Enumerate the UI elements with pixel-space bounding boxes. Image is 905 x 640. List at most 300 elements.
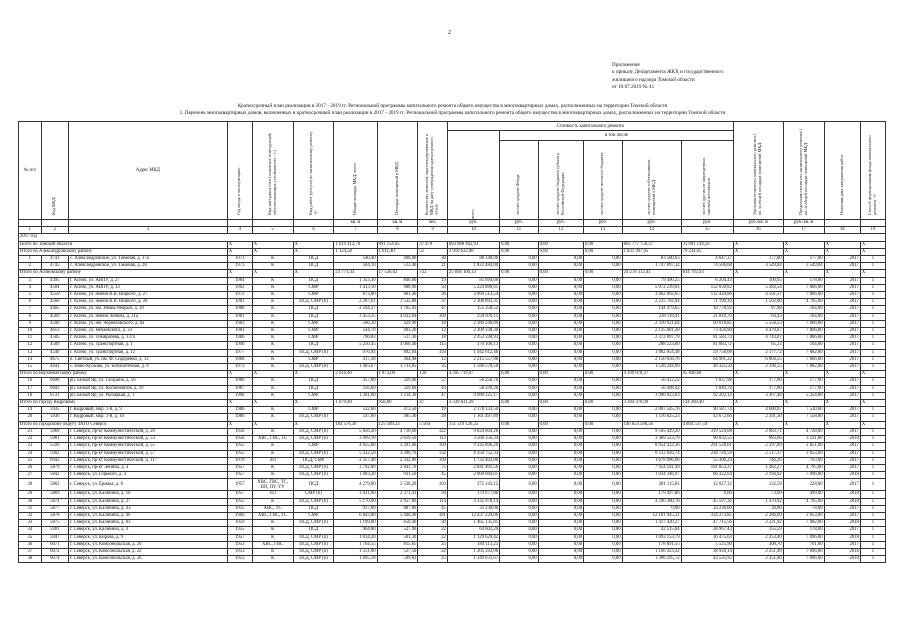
data-cell: X xyxy=(824,241,860,248)
data-cell: 887,80 xyxy=(377,505,418,512)
year-row xyxy=(19,234,886,241)
data-cell: 0,00 xyxy=(584,498,623,505)
data-cell: X xyxy=(783,400,824,407)
data-cell: 0,00 xyxy=(500,284,539,291)
row-number: 29 xyxy=(19,491,42,498)
row-number: 2 xyxy=(19,263,42,270)
data-cell: 1 xyxy=(860,385,885,392)
data-cell: 85 694,68 xyxy=(447,277,499,284)
row-number: 27 xyxy=(19,472,42,479)
data-cell: 0,00 xyxy=(500,548,539,555)
data-cell: 38 920,14 xyxy=(681,548,733,555)
data-cell: 5 072 239,81 xyxy=(622,284,681,291)
data-cell: ПСД xyxy=(293,385,334,392)
subtotal-label: Всего по Томской области xyxy=(19,241,228,248)
data-cell: 0,00 xyxy=(500,491,539,498)
row-number: 10 xyxy=(19,328,42,335)
column-number-cell: 7 xyxy=(334,227,377,234)
mkd-code: 5902 xyxy=(41,450,68,457)
data-cell: 2017 xyxy=(824,263,860,270)
row-number: 13 xyxy=(19,349,42,356)
data-cell: 0,00 xyxy=(500,443,539,450)
col-cost-group xyxy=(447,122,733,131)
data-cell: 1 xyxy=(860,479,885,491)
data-cell: ПСД, СМР (п) xyxy=(293,534,334,541)
data-cell: 329,00 xyxy=(377,378,418,385)
data-cell: ХВС, ГВС, ТС xyxy=(252,436,293,443)
mkd-code: 5947 xyxy=(41,534,68,541)
mkd-address: г. Асино, ул. Нечаевского, д. 33 xyxy=(68,328,227,335)
table-row xyxy=(19,256,886,263)
data-cell: 184 113,25 xyxy=(447,541,499,548)
column-number-cell: 3 xyxy=(68,227,227,234)
table-row xyxy=(19,284,886,291)
data-cell: К xyxy=(252,299,293,306)
col-fund-label: за счет средств Фонда xyxy=(515,174,521,215)
column-number-cell: 9 xyxy=(418,227,448,234)
data-cell: ПСД xyxy=(293,342,334,349)
data-cell: 1 910 632,00 xyxy=(447,248,499,255)
data-cell: 1 xyxy=(860,436,885,443)
data-cell: 1 xyxy=(860,512,885,519)
col-year-label: Год ввода в эксплуатацию xyxy=(236,167,242,215)
data-cell: 1 xyxy=(860,378,885,385)
subtotal-label: Итого по Асиновскому району xyxy=(19,270,228,277)
data-cell: К xyxy=(252,464,293,471)
data-cell: 65,23 xyxy=(733,342,783,349)
data-cell: 0,00 xyxy=(500,371,539,378)
row-number: 12 xyxy=(19,342,42,349)
unit-cell xyxy=(227,220,252,227)
mkd-code: 4560 xyxy=(41,299,68,306)
mkd-code: 5842 xyxy=(41,472,68,479)
mkd-address: с. Ново-Кусково, ул. Библиотечная, д. 9 xyxy=(68,364,227,371)
row-number: 31 xyxy=(19,505,42,512)
data-cell: ПСД, СМР (п) xyxy=(293,520,334,527)
data-cell: 90 587,74 xyxy=(681,407,733,414)
data-cell: 1953 xyxy=(227,548,252,555)
data-cell: 83 500,63 xyxy=(622,256,681,263)
data-cell: X xyxy=(783,248,824,255)
column-number-cell: 13 xyxy=(584,227,623,234)
data-cell: 6 843,80 xyxy=(334,512,377,519)
data-cell: 2 332,80 xyxy=(377,457,418,464)
data-cell: X xyxy=(252,421,293,428)
data-cell: 1 xyxy=(860,556,885,563)
mkd-address: г. Северск, ул. Ермака, д. 6 xyxy=(68,479,227,491)
data-cell: X xyxy=(733,270,783,277)
table-row xyxy=(19,436,886,443)
data-cell: 3 560 356,34 xyxy=(447,436,499,443)
data-cell: 2017 xyxy=(824,349,860,356)
data-cell: 329,60 xyxy=(377,385,418,392)
col-heating xyxy=(293,122,334,220)
col-local xyxy=(584,140,623,219)
mkd-code: 4559 xyxy=(41,292,68,299)
data-cell: К xyxy=(252,498,293,505)
data-cell: 88 148,00 xyxy=(447,256,499,263)
data-cell: 1996 xyxy=(227,392,252,399)
data-cell: 56 412,22 xyxy=(622,378,681,385)
data-cell: 5 283,54 xyxy=(733,284,783,291)
data-cell: 101 853,27 xyxy=(681,464,733,471)
data-cell: 0,00 xyxy=(584,491,623,498)
data-cell: К xyxy=(252,292,293,299)
data-cell: 2 286,09 xyxy=(733,512,783,519)
data-cell: 2017 xyxy=(824,284,860,291)
data-cell: 0,00 xyxy=(538,464,583,471)
data-cell: 51 xyxy=(418,248,448,255)
row-number: 36 xyxy=(19,541,42,548)
table-row xyxy=(19,443,886,450)
data-cell: ПСД, СМР (п) xyxy=(293,556,334,563)
mkd-code: 5862 xyxy=(41,479,68,491)
data-cell: 0,00 xyxy=(500,392,539,399)
data-cell: 1 711,85 xyxy=(377,364,418,371)
data-cell: 0,00 xyxy=(500,292,539,299)
data-cell: 356,60 xyxy=(334,385,377,392)
mkd-code: 5879 xyxy=(41,464,68,471)
data-cell: 0,00 xyxy=(584,378,623,385)
data-cell: 177,00 xyxy=(783,256,824,263)
data-cell: 763,00 xyxy=(783,457,824,464)
data-cell: 4 710,60 xyxy=(377,428,418,435)
data-cell: 103 xyxy=(418,479,448,491)
table-row xyxy=(19,548,886,555)
data-cell: 1 301,60 xyxy=(334,392,377,399)
data-cell: 0,00 xyxy=(584,270,623,277)
data-cell: 132 420,86 xyxy=(681,292,733,299)
table-row xyxy=(19,378,886,385)
mkd-code: 5969 xyxy=(41,428,68,435)
data-cell: 506,20 xyxy=(334,320,377,327)
data-cell: 1955 xyxy=(227,527,252,534)
data-cell: 0,00 xyxy=(538,472,583,479)
data-cell: 0,00 xyxy=(584,328,623,335)
data-cell: 0,00 xyxy=(500,335,539,342)
table-row xyxy=(19,534,886,541)
data-cell: ПСД, СМР (п) xyxy=(293,498,334,505)
data-cell: 155,59 xyxy=(733,527,783,534)
data-cell: 0,00 xyxy=(500,520,539,527)
row-number: 11 xyxy=(19,335,42,342)
data-cell: X xyxy=(860,270,885,277)
data-cell: 37 xyxy=(418,299,448,306)
data-cell: 109 xyxy=(418,443,448,450)
row-number: 24 xyxy=(19,450,42,457)
data-cell: 259 870,11 xyxy=(447,313,499,320)
mkd-address: с. Александровское, ул. Таежная, д. 17а xyxy=(68,256,227,263)
data-cell: 0,00 xyxy=(500,407,539,414)
plan-table xyxy=(18,121,886,563)
data-cell: 0,00 xyxy=(538,342,583,349)
data-cell: 0,00 xyxy=(538,414,583,421)
year-label: 2017 год xyxy=(19,234,886,241)
data-cell: 178,00 xyxy=(783,527,824,534)
table-body xyxy=(19,234,886,563)
mkd-address: г. Северск, пр-кт Коммунистический, д. 57 xyxy=(68,450,227,457)
data-cell: 0,00 xyxy=(500,556,539,563)
data-cell: 2 178 133,50 xyxy=(447,407,499,414)
data-cell: 513,40 xyxy=(377,263,418,270)
data-cell: 584,10 xyxy=(334,263,377,270)
data-cell: 1 465 135,81 xyxy=(447,520,499,527)
table-row xyxy=(19,491,886,498)
col-kod xyxy=(41,122,68,220)
data-cell: X xyxy=(293,400,334,407)
data-cell: 1 xyxy=(860,520,885,527)
subtotal-row xyxy=(19,371,886,378)
data-cell: 1953 xyxy=(227,556,252,563)
table-row xyxy=(19,479,886,491)
data-cell: К xyxy=(252,548,293,555)
data-cell: 1 764,55 xyxy=(334,541,377,548)
data-cell: 5 354,00 xyxy=(783,392,824,399)
data-cell: 2 297,89 xyxy=(733,443,783,450)
row-number: 23 xyxy=(19,443,42,450)
data-cell: 122 xyxy=(418,428,448,435)
data-cell: 2017 xyxy=(824,313,860,320)
table-row xyxy=(19,407,886,414)
data-cell: 1 xyxy=(860,450,885,457)
column-number-cell: 17 xyxy=(783,227,824,234)
data-cell: 2017 xyxy=(824,356,860,363)
data-cell: 0,00 xyxy=(538,527,583,534)
data-cell: 0,00 xyxy=(538,407,583,414)
mkd-address: г. Северск, ул. Комсомольская, д. 22 xyxy=(68,548,227,555)
data-cell: X xyxy=(227,421,252,428)
data-cell: 0,00 xyxy=(500,328,539,335)
data-cell: 3 291,00 xyxy=(377,443,418,450)
data-cell: 1973 xyxy=(227,364,252,371)
data-cell: 7 082,00 xyxy=(783,520,824,527)
data-cell: 0,00 xyxy=(584,548,623,555)
data-cell: 0,00 xyxy=(500,385,539,392)
subtotal-label: Итого по Александровскому району xyxy=(19,248,228,255)
data-cell: 1 xyxy=(860,335,885,342)
data-cell: 79 234,05 xyxy=(681,248,733,255)
data-cell: 1 586 570,50 xyxy=(447,364,499,371)
data-cell: 4 335 978,14 xyxy=(447,498,499,505)
data-cell: 4 055,00 xyxy=(334,443,377,450)
data-cell: 0,00 xyxy=(538,556,583,563)
data-cell: 0,00 xyxy=(584,263,623,270)
data-cell: 0,00 xyxy=(584,421,623,428)
unit-cell: руб. xyxy=(538,220,583,227)
data-cell: 1956 xyxy=(227,428,252,435)
data-cell: 22 xyxy=(418,534,448,541)
data-cell: 36 475,63 xyxy=(681,534,733,541)
data-cell: 73 456,90 xyxy=(681,328,733,335)
data-cell: 0,00 xyxy=(500,421,539,428)
data-cell: 178,00 xyxy=(783,277,824,284)
data-cell: 0,00 xyxy=(538,392,583,399)
row-number: 32 xyxy=(19,512,42,519)
data-cell: 7 066,00 xyxy=(783,292,824,299)
data-cell: 288 223,00 xyxy=(622,342,681,349)
data-cell: 3 053,00 xyxy=(783,512,824,519)
column-number-cell: 16 xyxy=(733,227,783,234)
data-cell: 0,00 xyxy=(500,527,539,534)
data-cell: 7 096,00 xyxy=(783,556,824,563)
data-cell: 1955 xyxy=(227,450,252,457)
data-cell: 22 xyxy=(418,548,448,555)
appendix-line: от 10.07.2019 № 41 xyxy=(612,83,655,90)
data-cell: 4 279,00 xyxy=(334,479,377,491)
data-cell: 94 xyxy=(418,491,448,498)
data-cell: 3 549,84 xyxy=(733,263,783,270)
mkd-address: г. Северск, пр-кт Коммунистический, д. 117 xyxy=(68,457,227,464)
table-row xyxy=(19,313,886,320)
data-cell: 1957 xyxy=(227,464,252,471)
subtotal-label: Итого по городскому округу ЗАТО Северск xyxy=(19,421,228,428)
data-cell: 5 558,53 xyxy=(733,320,783,327)
data-cell: 1 551,00 xyxy=(334,548,377,555)
data-cell: 3 121,00 xyxy=(783,436,824,443)
data-cell: 2017 xyxy=(824,457,860,464)
data-cell: К xyxy=(252,385,293,392)
data-cell: 177,00 xyxy=(733,378,783,385)
mkd-code: 5874 xyxy=(41,498,68,505)
col-address xyxy=(68,122,227,220)
row-number: 37 xyxy=(19,548,42,555)
data-cell: 42 515,84 xyxy=(622,527,681,534)
data-cell: X xyxy=(824,400,860,407)
data-cell: 0,00 xyxy=(584,457,623,464)
data-cell: 2 016,40 xyxy=(334,371,377,378)
data-cell: 64 901,22 xyxy=(681,356,733,363)
data-cell: 238 726,59 xyxy=(681,450,733,457)
data-cell: 1 882 854,38 xyxy=(622,349,681,356)
data-cell: 177,00 xyxy=(783,385,824,392)
data-cell: 0,00 xyxy=(538,241,583,248)
data-cell: 1 003,20 xyxy=(334,472,377,479)
data-cell: 21 810,70 xyxy=(681,313,733,320)
col-address-label: Адрес МКД xyxy=(135,168,160,173)
data-cell: 473,50 xyxy=(377,407,418,414)
column-number-cell: 6 xyxy=(293,227,334,234)
data-cell: 0,00 xyxy=(538,512,583,519)
col-area xyxy=(334,122,377,220)
data-cell: 0,00 xyxy=(538,313,583,320)
mkd-address: г. Северск, ул. Калинина, д. 46 xyxy=(68,512,227,519)
column-number-cell: 18 xyxy=(824,227,860,234)
data-cell: 4 290 380,78 xyxy=(622,498,681,505)
data-cell: 73,69 xyxy=(733,491,783,498)
data-cell: 0,00 xyxy=(584,356,623,363)
data-cell: 0,00 xyxy=(500,414,539,421)
data-cell: X xyxy=(293,248,334,255)
row-number: 33 xyxy=(19,520,42,527)
row-number: 21 xyxy=(19,428,42,435)
mkd-address: г. Северск, ул. Комсомольская, д. 20 xyxy=(68,541,227,548)
data-cell: 3 994 513,54 xyxy=(447,292,499,299)
data-cell: 2 453 590,93 xyxy=(447,335,499,342)
data-cell: 0,00 xyxy=(584,512,623,519)
data-cell: 66 322,64 xyxy=(681,472,733,479)
unit-cell: руб. xyxy=(447,220,499,227)
data-cell: 2 087 545,76 xyxy=(622,407,681,414)
data-cell: 33 xyxy=(418,284,448,291)
data-cell: 1984 xyxy=(227,277,252,284)
data-cell: 24 279 313,41 xyxy=(622,270,681,277)
table-row xyxy=(19,512,886,519)
data-cell: 2018 xyxy=(824,491,860,498)
data-cell: К xyxy=(252,527,293,534)
data-cell: К xyxy=(252,407,293,414)
data-cell: 701,00 xyxy=(783,541,824,548)
col-area-res xyxy=(377,122,418,220)
data-cell: 1981 xyxy=(227,328,252,335)
data-cell: X xyxy=(783,241,824,248)
data-cell: 0,00 xyxy=(500,541,539,548)
data-cell: 319 524,68 xyxy=(681,428,733,435)
data-cell: 1 413,10 xyxy=(334,284,377,291)
col-total-label: всего xyxy=(470,209,476,219)
col-other xyxy=(681,140,733,219)
col-fed xyxy=(538,140,583,219)
data-cell: 2 135 681,30 xyxy=(622,328,681,335)
col-unit-cost xyxy=(733,122,783,220)
data-cell: ХВС, ГВС, ТС xyxy=(252,512,293,519)
data-cell: 1 535,88 xyxy=(377,299,418,306)
table-row xyxy=(19,472,886,479)
data-cell: 1 xyxy=(860,392,885,399)
data-cell: 1 129 629,42 xyxy=(447,534,499,541)
data-cell: К xyxy=(252,306,293,313)
row-number: 16 xyxy=(19,378,42,385)
data-cell: 25 xyxy=(418,541,448,548)
data-cell: К xyxy=(252,534,293,541)
data-cell: 2 391,30 xyxy=(733,414,783,421)
data-cell: X xyxy=(252,371,293,378)
data-cell: ПСД xyxy=(293,277,334,284)
data-cell: 0,00 xyxy=(538,335,583,342)
data-cell: 2 517,37 xyxy=(733,450,783,457)
data-cell: 45 597,36 xyxy=(681,498,733,505)
data-cell: СМР xyxy=(293,443,334,450)
data-cell: 1 349 831,67 xyxy=(447,556,499,563)
data-cell: 2017 xyxy=(824,392,860,399)
data-cell: 958,80 xyxy=(377,400,418,407)
data-cell: 1957 xyxy=(227,472,252,479)
data-cell: 796,83 xyxy=(334,335,377,342)
data-cell: 1 417 420,27 xyxy=(622,520,681,527)
col-incl xyxy=(500,131,734,141)
data-cell: 55 306,24 xyxy=(681,457,733,464)
data-cell: 0,00 xyxy=(538,421,583,428)
data-cell: X xyxy=(293,371,334,378)
data-cell: 1 xyxy=(860,299,885,306)
data-cell: ПСД, СМР (п) xyxy=(293,428,334,435)
data-cell: К xyxy=(252,335,293,342)
data-cell: ПСД xyxy=(293,256,334,263)
data-cell: К xyxy=(252,313,293,320)
table-row xyxy=(19,414,886,421)
data-cell: 4 864 537,59 xyxy=(681,421,733,428)
data-cell: 2017 xyxy=(824,320,860,327)
data-cell: ПСД xyxy=(293,527,334,534)
data-cell: 1 xyxy=(860,320,885,327)
table-row xyxy=(19,392,886,399)
mkd-address: г. Северск, ул. Кирова, д. 9 xyxy=(68,534,227,541)
data-cell: 1 166 423,32 xyxy=(622,548,681,555)
data-cell: 0,00 xyxy=(500,241,539,248)
table-row xyxy=(19,342,886,349)
data-cell: 238 118,41 xyxy=(622,313,681,320)
data-cell: СМР xyxy=(293,328,334,335)
data-cell: 0,00 xyxy=(538,479,583,491)
